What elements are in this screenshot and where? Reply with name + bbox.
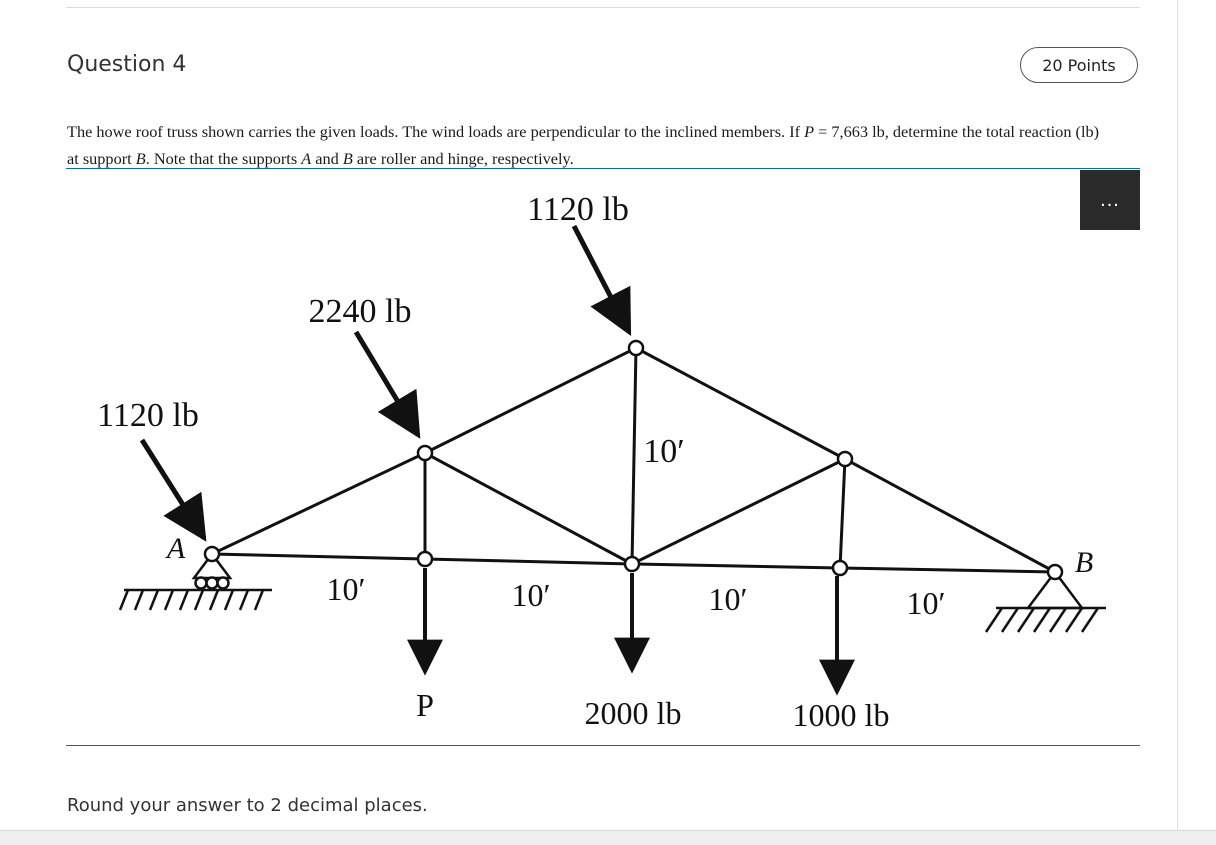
question-text (67, 118, 1107, 172)
question-text-part: and (311, 149, 343, 168)
bottom-bar (0, 830, 1216, 845)
truss-figure (66, 170, 1140, 740)
support-label-b: B (1074, 546, 1094, 579)
top-divider (66, 7, 1140, 8)
top-chord-left-upper (425, 348, 636, 453)
load-label-top: 1120 lb (527, 191, 629, 228)
variable-b: B (135, 149, 146, 168)
height-dimension-label: 10′ (643, 433, 685, 470)
ground-hatch-a (120, 590, 272, 610)
right-divider (1177, 0, 1178, 830)
bottom-chord-3 (632, 564, 840, 568)
question-text-part: = 7,663 lb, determine the total reaction (lb) at support (67, 122, 1100, 168)
variable-p: P (804, 122, 815, 141)
wind-load-arrow-mid (356, 332, 418, 435)
wind-load-arrow-left (142, 440, 204, 538)
load-label-p: P (416, 687, 434, 723)
question-text-part: . Note that the supports (145, 149, 302, 168)
load-label-1000: 1000 lb (792, 697, 890, 733)
joint-top-right (838, 452, 852, 466)
wind-load-arrow-top (574, 226, 629, 332)
diagonal-left (425, 453, 632, 564)
figure-top-rule (66, 168, 1140, 169)
panel-dimension-4: 10′ (906, 585, 946, 621)
bottom-chord-4 (840, 568, 1055, 572)
load-label-left: 1120 lb (97, 397, 199, 434)
diagonal-right (632, 459, 845, 564)
vertical-member-3 (840, 459, 845, 568)
question-title: Question 4 (67, 52, 187, 77)
more-options-button[interactable]: ... (1080, 170, 1140, 230)
load-label-2000: 2000 lb (584, 695, 682, 731)
support-label-a: A (166, 532, 186, 565)
ground-hatch-b (986, 608, 1106, 632)
points-badge: 20 Points (1020, 47, 1138, 83)
joint-apex (629, 341, 643, 355)
joint-top-left (418, 446, 432, 460)
bottom-chord-2 (425, 559, 632, 564)
question-text-part: are roller and hinge, respectively. (352, 149, 574, 168)
vertical-member-center (632, 348, 636, 564)
panel-dimension-2: 10′ (511, 577, 551, 613)
figure-bottom-rule (66, 745, 1140, 746)
bottom-chord-1 (212, 554, 425, 559)
joint-bottom-3 (833, 561, 847, 575)
joint-a (205, 547, 219, 561)
round-instruction: Round your answer to 2 decimal places. (67, 795, 428, 816)
top-chord-right-lower (845, 459, 1055, 572)
joint-bottom-center (625, 557, 639, 571)
variable-a: A (301, 149, 312, 168)
joint-b (1048, 565, 1062, 579)
load-label-mid: 2240 lb (308, 293, 412, 330)
variable-b: B (342, 149, 353, 168)
panel-dimension-1: 10′ (326, 571, 366, 607)
panel-dimension-3: 10′ (708, 581, 748, 617)
truss-diagram (66, 170, 1140, 740)
top-chord-left-lower (212, 453, 425, 554)
joint-bottom-1 (418, 552, 432, 566)
question-text-part: The howe roof truss shown carries the given loads. The wind loads are perpendicular to the inclined members. If (67, 122, 805, 141)
